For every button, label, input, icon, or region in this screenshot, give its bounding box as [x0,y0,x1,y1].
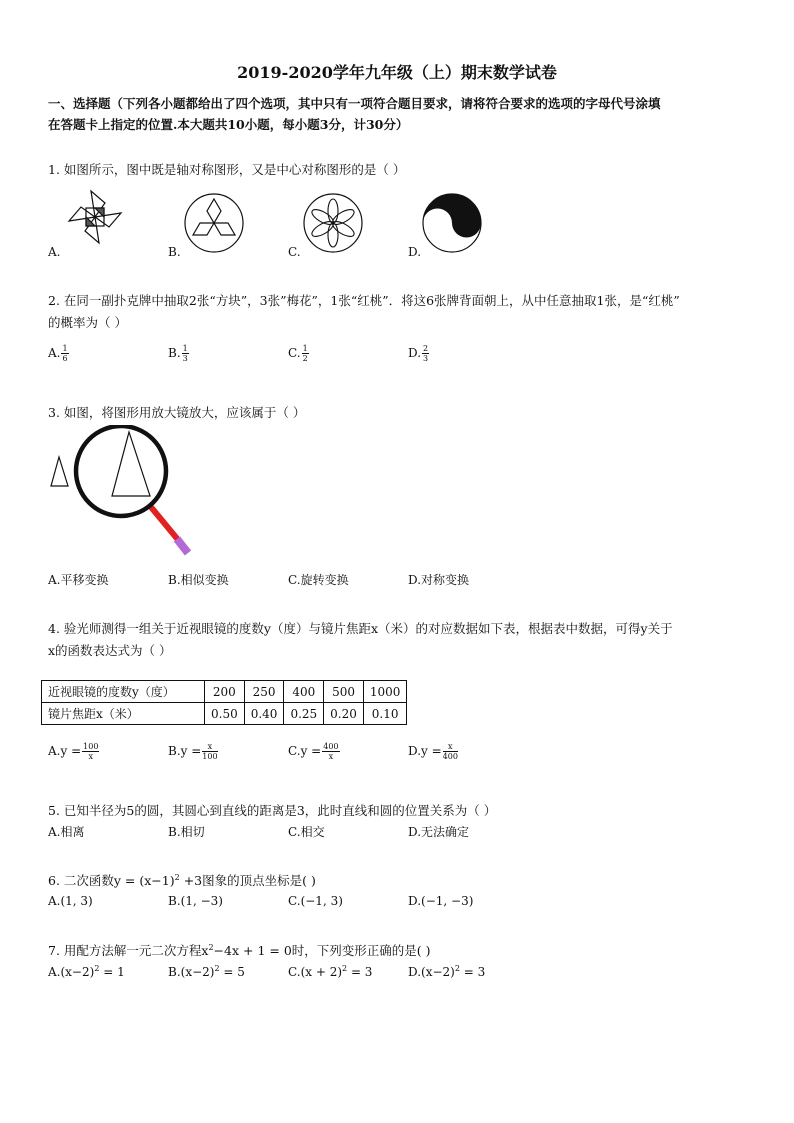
table-cell: 0.10 [363,703,407,725]
q2-c-fraction: $\frac{1}{2}$ [302,344,308,363]
table-cell: 200 [205,681,245,703]
q3-option-b[interactable]: B.相似变换 [168,573,229,587]
section-instruction-line1: 一、选择题（下列各小题都给出了四个选项，其中只有一项符合题目要求，请将符合要求的选项的字母代号涂填 [48,96,661,111]
table-cell: 500 [324,681,364,703]
table-cell: 250 [244,681,284,703]
q7-option-c[interactable]: $C.(x + 2)^2 = 3$ [288,964,373,979]
table-row-label: 镜片焦距x（米） [42,703,205,725]
q1-mitsubishi-figure [182,191,246,255]
q3-option-a[interactable]: A.平移变换 [48,573,109,587]
q4-option-a[interactable]: A.y = $\frac{100}{x}$ [48,742,99,761]
table-cell: 0.20 [324,703,364,725]
q6-stem: 6. 二次函数$y = (x-1)^2 +3$图象的顶点坐标是( ) [48,872,316,888]
q6-option-d[interactable]: D.(−1, −3) [408,894,474,908]
q4-a-fraction: $\frac{100}{x}$ [83,742,99,761]
small-triangle-shape [51,457,68,486]
q2-a-fraction: $\frac{1}{6}$ [62,344,68,363]
q1-flower-figure [301,191,365,255]
q4-d-fraction: $\frac{x}{400}$ [442,742,458,761]
q2-stem-line1: 2. 在同一副扑克牌中抽取2张“方块”，3张”梅花”，1张“红桃”．将这6张牌背面朝上，从中任意抽取1张，是“红桃” [48,293,680,308]
q2-option-b[interactable]: B. $\frac{1}{3}$ [168,344,188,363]
q7-option-b[interactable]: $B.(x-2)^2 = 5$ [168,964,245,979]
q2-option-d[interactable]: D. $\frac{2}{3}$ [408,344,429,363]
q4-option-c[interactable]: C.y = $\frac{400}{x}$ [288,742,339,761]
q1-option-a[interactable]: A. [48,245,61,259]
q3-option-d[interactable]: D.对称变换 [408,573,470,587]
q5-option-b[interactable]: B.相切 [168,825,205,839]
q7-option-d[interactable]: $D.(x-2)^2 = 3$ [408,964,486,979]
section-instruction-line2: 在答题卡上指定的位置.本大题共10小题，每小题3分，计30分） [48,117,409,132]
q1-stem: 1. 如图所示，图中既是轴对称图形，又是中心对称图形的是（ ） [48,162,406,177]
table-cell: 0.50 [205,703,245,725]
q2-option-a[interactable]: A. $\frac{1}{6}$ [48,344,68,363]
table-row-label: 近视眼镜的度数y（度） [42,681,205,703]
q4-stem-line2: x的函数表达式为（ ） [48,643,172,658]
table-cell: 0.40 [244,703,284,725]
q7-stem: 7. 用配方法解一元二次方程$x^2-4x + 1 = 0$时，下列变形正确的是( ) [48,942,431,958]
table-cell: 0.25 [284,703,324,725]
table-row [42,703,407,725]
q1-option-b[interactable]: B. [168,245,181,259]
q4-c-fraction: $\frac{400}{x}$ [323,742,339,761]
q6-option-b[interactable]: B.(1, −3) [168,894,223,908]
q4-option-b[interactable]: B.y = $\frac{x}{100}$ [168,742,218,761]
q3-stem: 3. 如图，将图形用放大镜放大，应该属于（ ） [48,405,306,420]
q4-option-d[interactable]: D.y = $\frac{x}{400}$ [408,742,458,761]
q2-stem-line2: 的概率为（ ） [48,315,127,330]
q4-stem-line1: 4. 验光师测得一组关于近视眼镜的度数y（度）与镜片焦距x（米）的对应数据如下表，根据表中数据，可得y关于 [48,621,673,636]
exam-title: 2019-2020学年九年级（上）期末数学试卷 [237,63,557,82]
table-cell: 400 [284,681,324,703]
q2-d-fraction: $\frac{2}{3}$ [423,344,429,363]
q4-data-table [41,680,407,725]
q1-option-d[interactable]: D. [408,245,422,259]
q2-option-c[interactable]: C. $\frac{1}{2}$ [288,344,308,363]
q5-option-d[interactable]: D.无法确定 [408,825,470,839]
q6-option-a[interactable]: A.(1, 3) [48,894,93,908]
q3-option-c[interactable]: C.旋转变换 [288,573,349,587]
q1-yin-yang-figure [420,191,484,255]
q7-option-a[interactable]: $A.(x-2)^2 = 1$ [48,964,125,979]
q1-option-c[interactable]: C. [288,245,301,259]
table-row [42,681,407,703]
q5-option-c[interactable]: C.相交 [288,825,325,839]
q5-stem: 5. 已知半径为5的圆，其圆心到直线的距离是3，此时直线和圆的位置关系为（ ） [48,803,497,818]
q6-option-c[interactable]: C.(−1, 3) [288,894,343,908]
q5-option-a[interactable]: A.相离 [48,825,85,839]
q2-b-fraction: $\frac{1}{3}$ [182,344,188,363]
q1-pinwheel-figure [60,188,130,246]
q3-magnifier-figure [44,425,204,560]
table-cell: 1000 [363,681,407,703]
q4-b-fraction: $\frac{x}{100}$ [202,742,218,761]
